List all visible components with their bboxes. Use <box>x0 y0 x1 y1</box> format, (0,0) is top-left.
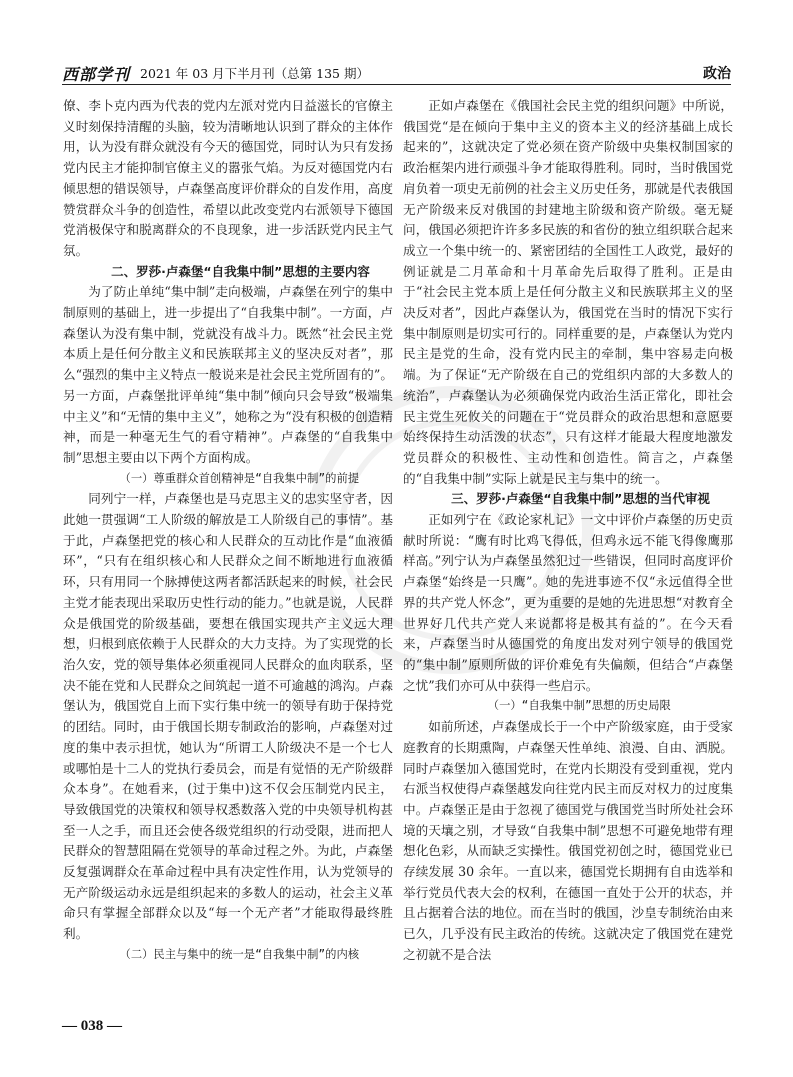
right-column <box>403 96 733 966</box>
paragraph: 僚、李卜克内西为代表的党内左派对党内日益滋长的官僚主义时刻保持清醒的头脑，较为清晰地认识到了群众的主体作用，认为没有群众就没有今天的德国党，同时认为只有发扬党内民主才能抑制官僚主义的嚣张气焰。为反对德国党内右倾思想的错误领导，卢森堡高度评价群众的自发作用，高度赞赏群众斗争的创造性，希望以此改变党内右派领导下德国党消极保守和脱离群众的不良现象，进一步活跃党内民主气氛。 <box>63 98 393 258</box>
paragraph: 同列宁一样，卢森堡也是马克思主义的忠实坚守者，因此她一贯强调“工人阶级的解放是工人阶级自己的事情”。基于此，卢森堡把党的核心和人民群众的互动比作是“血液循环”，“只有在组织核心和人民群众之间不断地进行血液循环，只有用同一个脉搏使这两者都活跃起来的时候，社会民主党才能表现出采取历史性行动的能力。”也就是说，人民群众是俄国党的阶级基础，要想在俄国实现共产主义远大理想，归根到底依赖于人民群众的大力支持。为了实现党的长治久安，党的领导集体必须重视同人民群众的血肉联系，坚决不能在党和人民群众之间筑起一道不可逾越的鸿沟。卢森堡认为，俄国党自上而下实行集中统一的领导有助于保持党的团结。同时，由于俄国长期专制政治的影响，卢森堡对过度的集中表示担忧，她认为“所谓工人阶级决不是一个七人或哪怕是十二人的党执行委员会，而是有觉悟的无产阶级群众本身”。在她看来，(过于集中)这不仅会压制党内民主，导致俄国党的决策权和领导权悉数落入党的中央领导机构甚至一人之手，而且还会使各级党组织的行动受限，进而把人民群众的智慧阻隔在党领导的革命过程之外。为此，卢森堡反复强调群众在革命过程中具有决定性作用，认为党领导的无产阶级运动永远是组织起来的多数人的运动，社会主义革命只有掌握全部群众以及“每一个无产者”才能取得最终胜利。 <box>63 491 393 942</box>
paragraph: 正如卢森堡在《俄国社会民主党的组织问题》中所说，俄国党“是在倾向于集中主义的资本主义的经济基础上成长起来的”，这就决定了党必须在资产阶级中央集权制国家的政治框架内进行顽强斗争才能取得胜利。同时，当时俄国党肩负着一项史无前例的社会主义历史任务，那就是代表俄国无产阶级来反对俄国的封建地主阶级和资产阶级。毫无疑问，俄国必须把许许多多民族的和省份的独立组织联合起来成立一个集中统一的、紧密团结的全国性工人政党，最好的例证就是二月革命和十月革命先后取得了胜利。正是由于“社会民主党本质上是任何分散主义和民族联邦主义的坚决反对者”，因此卢森堡认为，俄国党在当时的情况下实行集中制原则是切实可行的。同样重要的是，卢森堡认为党内民主是党的生命，没有党内民主的牵制，集中容易走向极端。为了保证“无产阶级在自己的党组织内部的大多数人的统治”，卢森堡认为必须确保党内政治生活正常化，即社会民主党生死攸关的问题在于“党员群众的政治思想和意愿要始终保持生动活泼的状态”，只有这样才能最大程度地激发党员群众的积极性、主动性和创造性。简言之，卢森堡的“自我集中制”实际上就是民主与集中的统一。 <box>403 98 733 486</box>
left-column <box>63 96 393 966</box>
subsection-heading: （一）“自我集中制”思想的历史局限 <box>487 699 671 713</box>
section-heading: 三、罗莎·卢森堡“自我集中制”思想的当代审视 <box>451 491 710 507</box>
section-tag: 政治 <box>703 66 731 82</box>
paragraph: 为了防止单纯“集中制”走向极端，卢森堡在列宁的集中制原则的基础上，进一步提出了“自我集中制”。一方面，卢森堡认为没有集中制，党就没有战斗力。既然“社会民主党本质上是任何分散主义和民族联邦主义的坚决反对者”，那么“强烈的集中主义特点一般说来是社会民主党所固有的”。另一方面，卢森堡批评单纯“集中制”倾向只会导致“极端集中主义”和“无情的集中主义”，她称之为“没有积极的创造精神，而是一种毫无生气的看守精神”。卢森堡的“自我集中制”思想主要由以下两个方面构成。 <box>63 284 393 465</box>
paragraph: 如前所述，卢森堡成长于一个中产阶级家庭，由于受家庭教育的长期熏陶，卢森堡天性单纯、浪漫、自由、洒脱。同时卢森堡加入德国党时，在党内长期没有受到重视，党内右派当权使得卢森堡越发向往党内民主而反对权力的过度集中。卢森堡正是由于忽视了德国党与俄国党当时所处社会环境的天壤之别，才导致“自我集中制”思想不可避免地带有理想化色彩，从而缺乏实操性。俄国党初创之时，德国党业已存续发展 30 余年。一直以来，德国党长期拥有自由选举和举行党员代表大会的权利，在德国一直处于公开的状态，并且占据着合法的地位。而在当时的俄国，沙皇专制统治由来已久，几乎没有民主政治的传统。这就决定了俄国党在建党之初就不是合法 <box>403 719 733 962</box>
journal-logo: 西部学刊 <box>62 65 131 84</box>
page-number: — 038 — <box>62 1018 122 1034</box>
running-header <box>62 62 731 85</box>
subsection-heading: （二）民主与集中的统一是“自我集中制”的内核 <box>119 947 360 961</box>
issue-info: 2021 年 03 月下半月刊（总第 135 期） <box>140 66 369 81</box>
subsection-heading: （一）尊重群众首创精神是“自我集中制”的前提 <box>119 471 360 485</box>
section-heading: 二、罗莎·卢森堡“自我集中制”思想的主要内容 <box>111 263 370 279</box>
paragraph: 正如列宁在《政论家札记》一文中评价卢森堡的历史贡献时所说：“鹰有时比鸡飞得低，但鸡永远不能飞得像鹰那样高。”列宁认为卢森堡虽然犯过一些错误，但同时高度评价卢森堡“始终是一只鹰”。她的先进事迹不仅“永远值得全世界的共产党人怀念”，更为重要的是她的先进思想“对教育全世界好几代共产党人来说都将是极其有益的”。在今天看来，卢森堡当时从德国党的角度出发对列宁领导的俄国党的“集中制”原则所做的评价难免有失偏颇，但结合“卢森堡之忧”我们亦可从中获得一些启示。 <box>403 512 733 693</box>
